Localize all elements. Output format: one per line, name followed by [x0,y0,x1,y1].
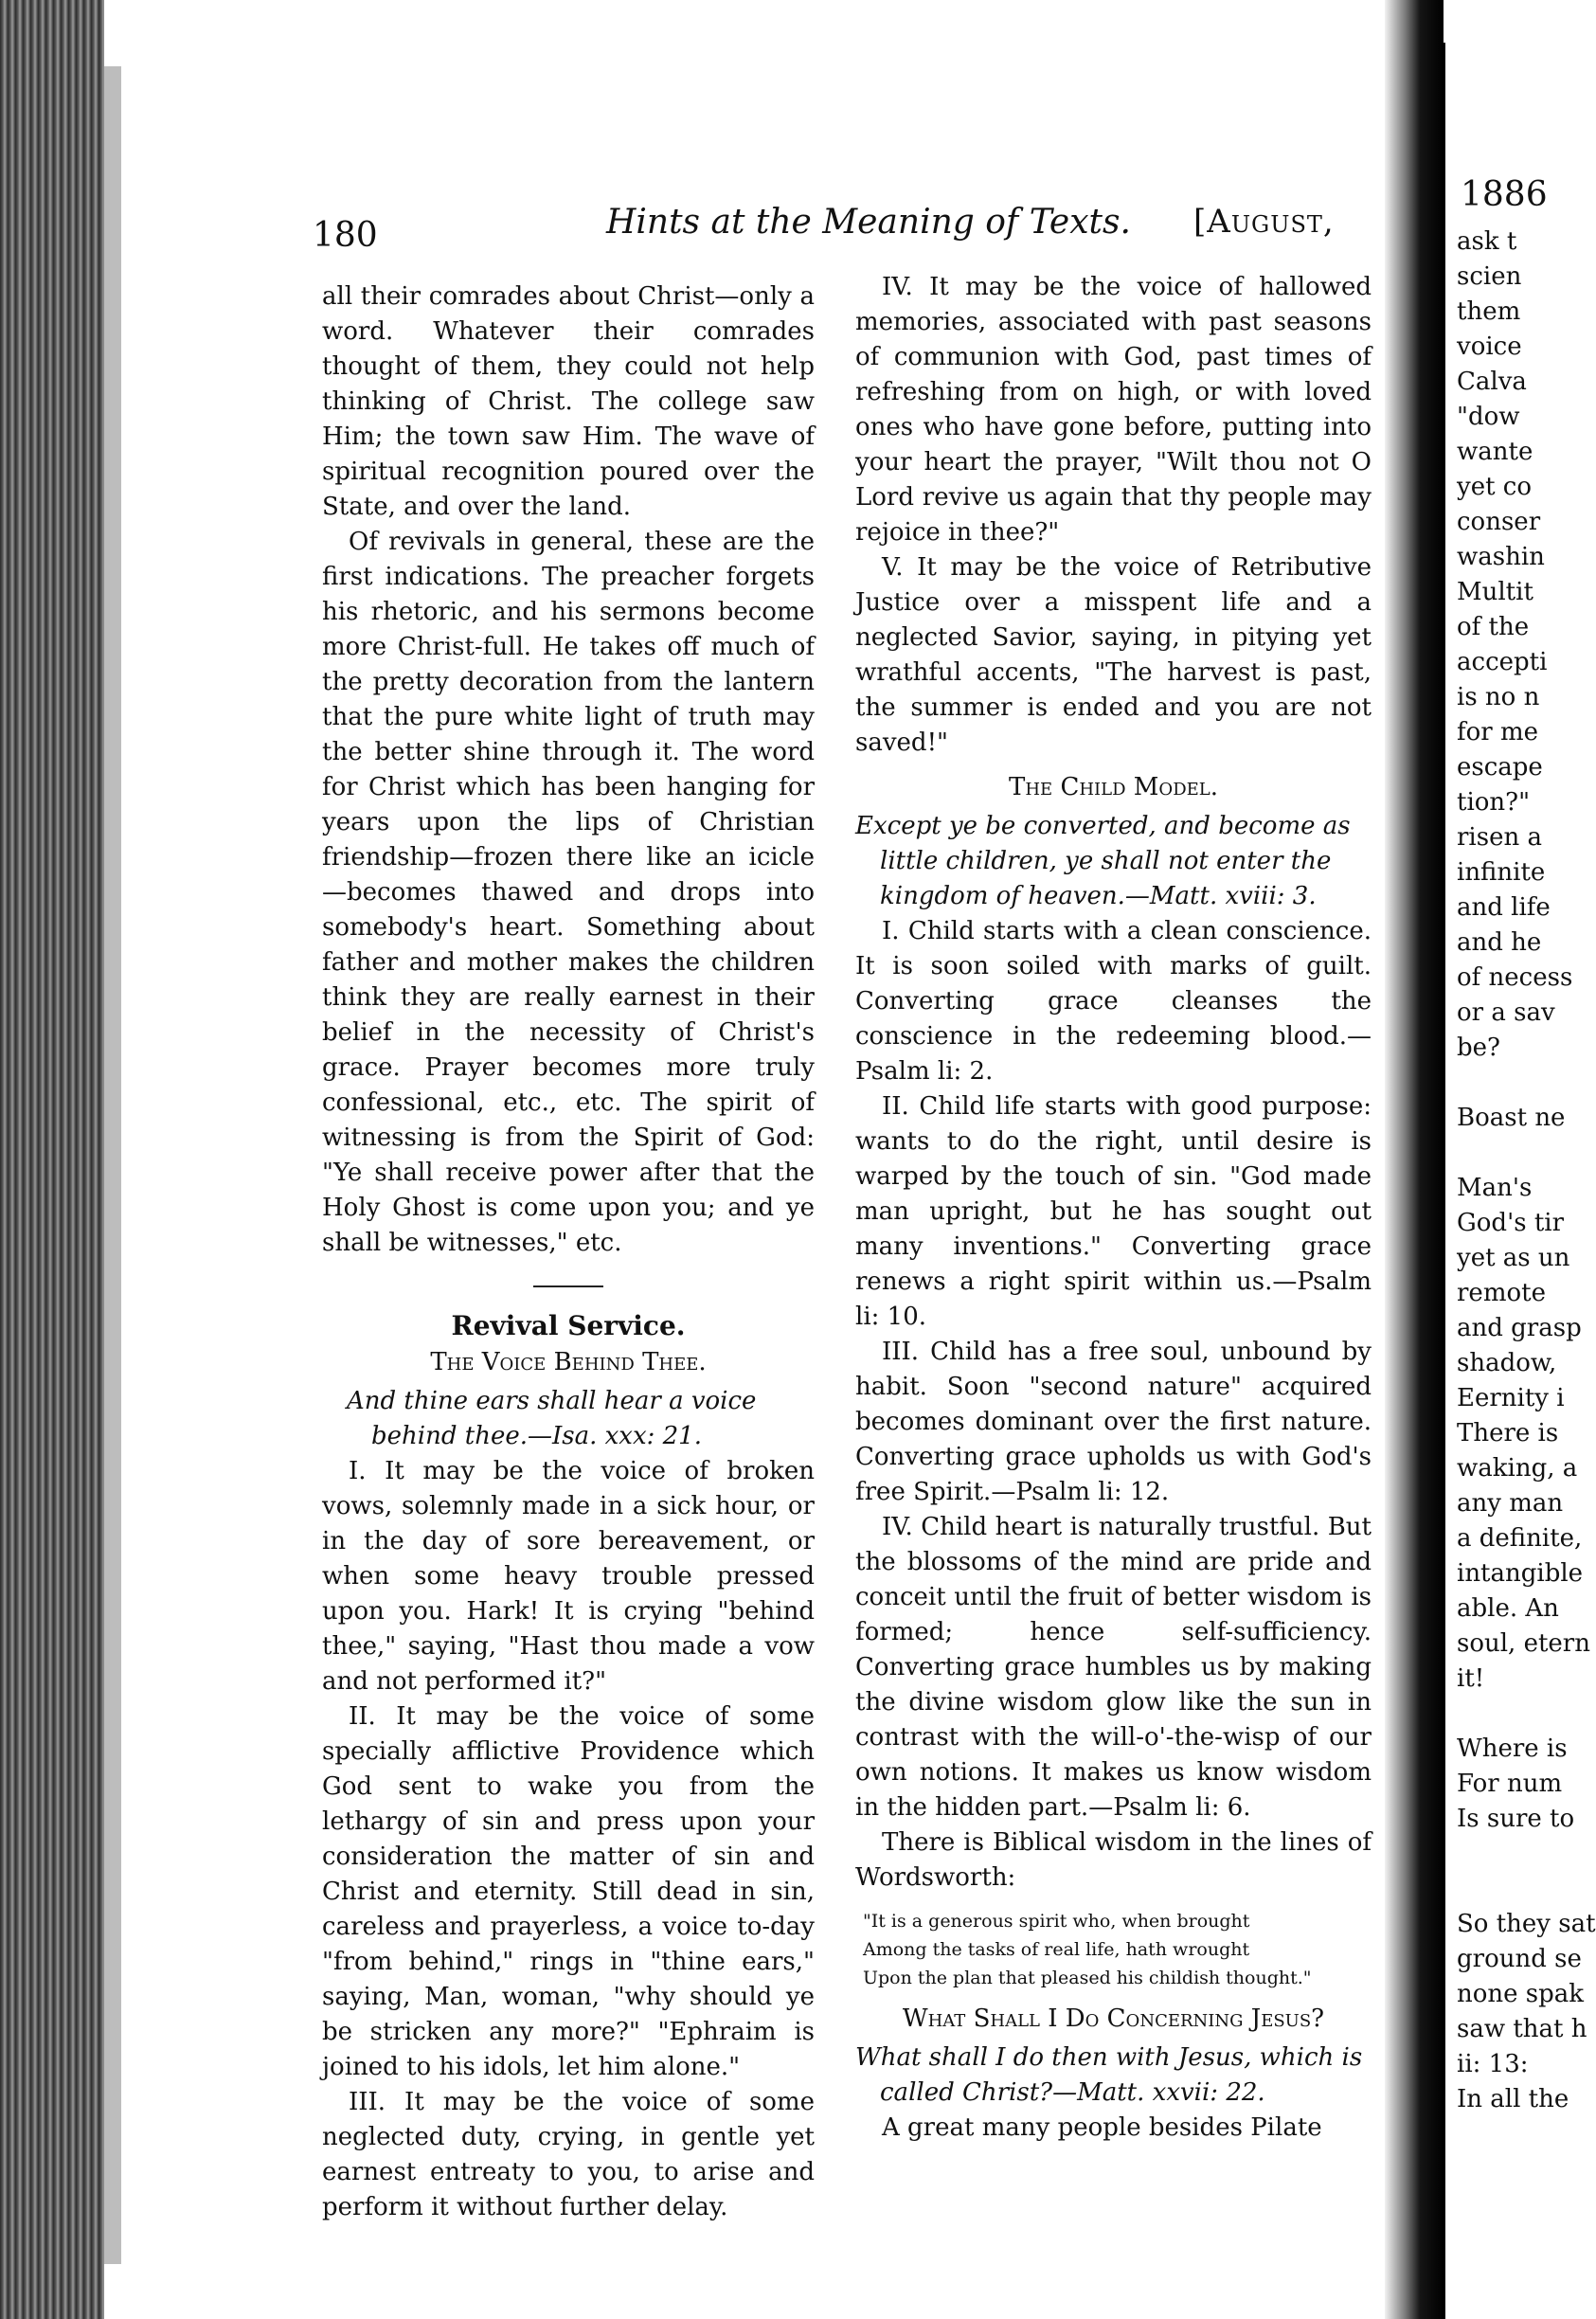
facing-page-line: and life [1457,893,1551,922]
facing-page-line: and he [1457,928,1542,957]
facing-page-line: "dow [1457,403,1520,431]
sermon-point: III. It may be the voice of some neglected duty, crying, in gentle yet earnest entreaty to you, to arise and perform it without further delay. [322,2088,815,2221]
paragraph: There is Biblical wisdom in the lines of Wordsworth: [855,1828,1372,1892]
facing-page-line: escape [1457,753,1543,782]
poem-line: Among the tasks of real life, hath wrought [863,1939,1250,1960]
column-right [855,270,1372,2146]
facing-page-line: Is sure to [1457,1805,1575,1833]
facing-page-line: for me [1457,718,1539,746]
facing-page-line: ii: 13: [1457,2050,1529,2078]
paragraph: Of revivals in general, these are the first indications. The preacher forgets his rhetoric, and his sermons become more Christ-full. He takes off much of the pretty decoration from the lantern that the pure white light of truth may the better shine through it. The word for Christ which has been hanging for years upon the lips of Christian friendship—frozen there like an icicle—becomes thawed and drops into somebody's heart. Something about father and mother makes the children think they are really earnest in their belief in the necessity of Christ's grace. Prayer becomes more truly confessional, etc., etc. The spirit of witnessing is from the Spirit of God: "Ye shall receive power after that the Holy Ghost is come upon you; and ye shall be witnesses," etc. [322,528,815,1257]
facing-page-line: wante [1457,438,1533,466]
facing-page-line: God's tir [1457,1209,1565,1237]
facing-page-line: ask t [1457,227,1517,256]
facing-page-line: of the [1457,613,1530,641]
facing-page-line: none spak [1457,1980,1585,2008]
scripture-reference: Except ye be converted, and become as little children, ye shall not enter the kingdom of heaven.—Matt. xviii: 3. [855,812,1351,910]
facing-page-line: a definite, [1457,1524,1583,1553]
facing-page-line: soul, etern [1457,1629,1590,1658]
sermon-title: The Voice Behind Thee. [430,1348,707,1376]
sermon-title: What Shall I Do Concerning Jesus? [902,2004,1325,2033]
facing-page-line: washin [1457,543,1545,571]
paragraph: all their comrades about Christ—only a word. Whatever their comrades thought of them, they could not help thinking of Christ. The college saw Him; the town saw Him. The wave of spiritual recognition poured over the State, and over the land. [322,282,815,521]
facing-page-line: and grasp [1457,1314,1582,1342]
facing-page-line: any man [1457,1489,1564,1518]
column-left [322,279,815,2225]
sermon-point: IV. It may be the voice of hallowed memories, associated with past seasons of communion with God, past times of refreshing from on high, or with loved ones who have gone before, putting into your heart the prayer, "Wilt thou not O Lord revive us again that thy people may rejoice in thee?" [855,273,1372,547]
paragraph: A great many people besides Pilate [882,2113,1322,2142]
facing-page-line: able. An [1457,1594,1559,1623]
running-month: [August, [1193,203,1335,241]
facing-page-line: or a sav [1457,998,1555,1027]
facing-page-line: Where is [1457,1735,1568,1763]
poem-line: Upon the plan that pleased his childish thought." [863,1968,1312,1988]
sermon-point: I. Child starts with a clean conscience. It is soon soiled with marks of guilt. Converting grace cleanses the conscience in the redeeming blood.—Psalm li: 2. [855,917,1372,1086]
sermon-point: V. It may be the voice of Retributive Justice over a misspent life and a neglected Savior, saying, in pitying yet wrathful accents, "The harvest is past, the summer is ended and you are not saved!" [855,553,1372,757]
poem-line: "It is a generous spirit who, when brought [863,1911,1250,1932]
sermon-point: II. It may be the voice of some specially afflictive Providence which God sent to wake you from the lethargy of sin and press upon your consideration the matter of sin and Christ and eternity. Still dead in sin, careless and prayerless, a voice to-day "from behind," rings in "thine ears," saying, Man, woman, "why should ye be stricken any more?" "Ephraim is joined to his idols, let him alone." [322,1702,815,2081]
facing-page-line: Man's [1457,1174,1533,1202]
facing-page-line: So they sat [1457,1910,1596,1938]
facing-page [1444,43,1596,2319]
facing-page-line: voice [1457,333,1522,361]
facing-page-line: conser [1457,508,1541,536]
facing-page-line: infinite [1457,858,1546,887]
facing-page-line: accepti [1457,648,1548,676]
sermon-point: III. Child has a free soul, unbound by habit. Soon "second nature" acquired becomes dominant over the first nature. Converting grace upholds us with God's free Spirit.—Psalm li: 12. [855,1338,1372,1506]
facing-page-line: risen a [1457,823,1542,852]
page-number: 180 [313,216,378,255]
running-title: Hints at the Meaning of Texts. [606,203,1131,242]
scripture-reference: What shall I do then with Jesus, which is called Christ?—Matt. xxvii: 22. [855,2043,1363,2107]
facing-page-line: waking, a [1457,1454,1578,1483]
facing-page-line: scien [1457,262,1522,291]
sermon-point: II. Child life starts with good purpose: wants to do the right, until desire is warped by the touch of sin. "God made man upright, but he has sought out many inventions." Converting grace renews a right spirit within us.—Psalm li: 10. [855,1092,1372,1331]
facing-page-line: yet as un [1457,1244,1570,1272]
facing-page-line: be? [1457,1034,1500,1062]
facing-page-line: yet co [1457,473,1533,501]
facing-page-year: 1886 [1461,175,1548,214]
facing-page-line: saw that h [1457,2015,1587,2043]
section-title: Revival Service. [451,1310,686,1341]
facing-page-line: remote [1457,1279,1546,1307]
facing-page-line: of necess [1457,963,1573,992]
facing-page-line: For num [1457,1770,1563,1798]
facing-page-line: Multit [1457,578,1533,606]
facing-page-line: shadow, [1457,1349,1557,1377]
sermon-title: The Child Model. [1009,773,1218,801]
facing-page-line: is no n [1457,683,1540,711]
book-page-edges [0,0,104,2319]
facing-page-line: Eernity i [1457,1384,1565,1412]
facing-page-line: ground se [1457,1945,1582,1973]
book-gutter [1385,0,1444,2319]
scripture-reference: And thine ears shall hear a voice behind thee.—Isa. xxx: 21. [347,1387,757,1450]
section-divider [533,1285,603,1287]
facing-page-line: There is [1457,1419,1559,1447]
book-page-edge-highlight [104,66,121,2264]
facing-page-line: Boast ne [1457,1104,1566,1132]
facing-page-line: intangible [1457,1559,1584,1588]
facing-page-line: them [1457,297,1521,326]
facing-page-line: it! [1457,1664,1485,1693]
poem-quote [863,1907,1372,1992]
facing-page-line: Calva [1457,368,1527,396]
facing-page-line: tion?" [1457,788,1531,817]
facing-page-line: In all the [1457,2085,1569,2113]
sermon-point: IV. Child heart is naturally trustful. But the blossoms of the mind are pride and conceit until the fruit of better wisdom is formed; hence self-sufficiency. Converting grace humbles us by making the divine wisdom glow like the sun in contrast with the will-o'-the-wisp of our own notions. It makes us know wisdom in the hidden part.—Psalm li: 6. [855,1513,1372,1822]
sermon-point: I. It may be the voice of broken vows, solemnly made in a sick hour, or in the day of sore bereavement, or when some heavy trouble pressed upon you. Hark! It is crying "behind thee," saying, "Hast thou made a vow and not performed it?" [322,1457,815,1696]
